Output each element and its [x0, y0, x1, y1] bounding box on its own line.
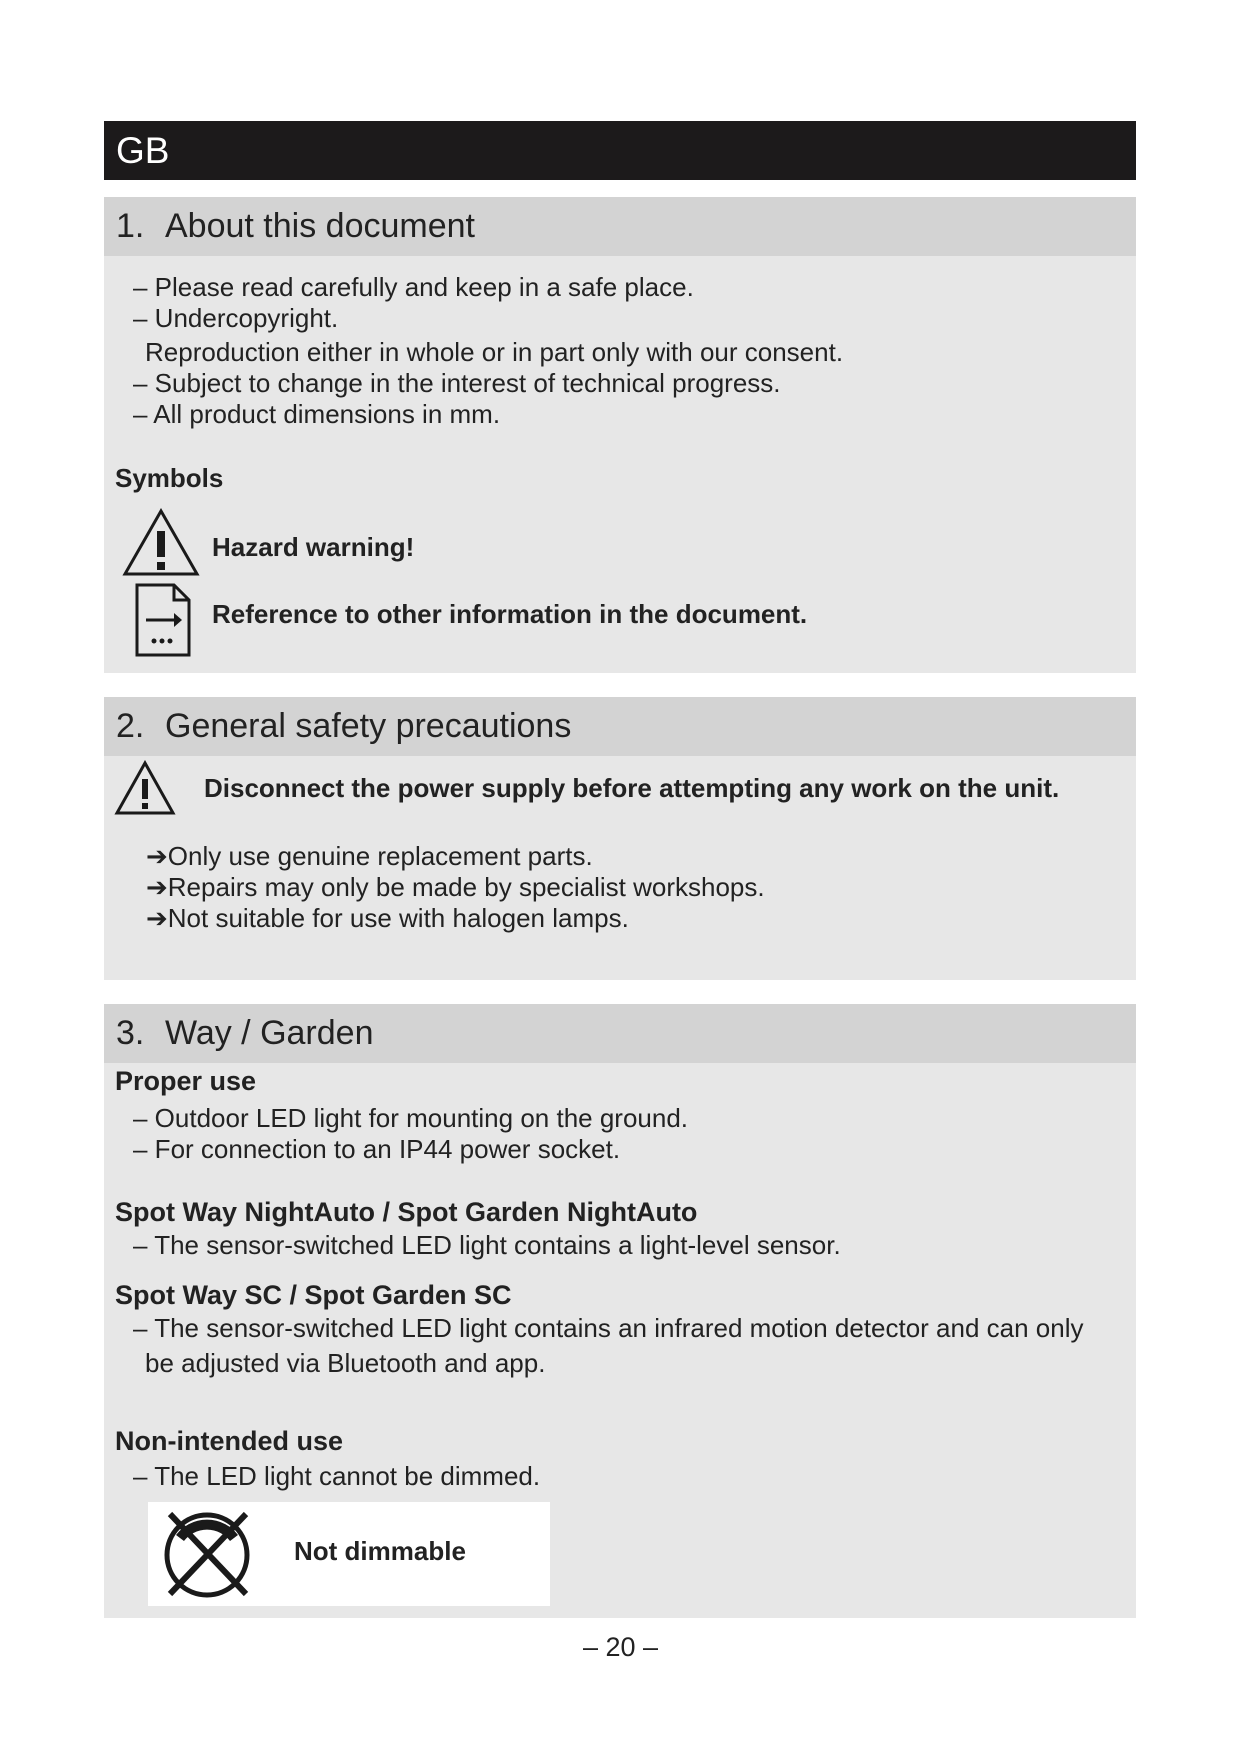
- proper-use-heading: Proper use: [115, 1066, 257, 1096]
- list-item: – The sensor-switched LED light contains a light-level sensor.: [133, 1230, 841, 1260]
- section-title: General safety precautions: [165, 707, 572, 745]
- section-title: Way / Garden: [165, 1014, 374, 1052]
- list-item: Reproduction either in whole or in part only with our consent.: [145, 337, 844, 367]
- list-item: – Please read carefully and keep in a safe place.: [133, 272, 694, 302]
- sc-heading: Spot Way SC / Spot Garden SC: [115, 1280, 512, 1310]
- non-intended-heading: Non-intended use: [115, 1426, 343, 1456]
- section-number: 3.: [116, 1014, 145, 1052]
- list-item: – Undercopyright.: [133, 303, 339, 333]
- section-number: 1.: [116, 207, 145, 245]
- power-warning-text: Disconnect the power supply before attempting any work on the unit.: [204, 773, 1060, 803]
- language-bar: [104, 121, 1136, 180]
- list-item: be adjusted via Bluetooth and app.: [145, 1348, 546, 1378]
- language-code: GB: [116, 130, 170, 171]
- list-item: ➔Not suitable for use with halogen lamps.: [146, 903, 629, 933]
- list-item: – For connection to an IP44 power socket.: [133, 1134, 621, 1164]
- warning-triangle-icon: [122, 507, 200, 577]
- list-item: ➔Repairs may only be made by specialist workshops.: [146, 872, 765, 902]
- symbols-heading: Symbols: [115, 463, 224, 493]
- list-item: ➔Only use genuine replacement parts.: [146, 841, 593, 871]
- section-heading: [104, 1004, 1136, 1063]
- section-about-document: [104, 197, 1136, 673]
- section-heading: [104, 697, 1136, 756]
- list-item: – The sensor-switched LED light contains an infrared motion detector and can only: [133, 1313, 1084, 1343]
- section-title: About this document: [165, 207, 475, 245]
- warning-triangle-icon: [114, 760, 176, 816]
- section-heading: [104, 197, 1136, 256]
- list-item: – Outdoor LED light for mounting on the ground.: [133, 1103, 689, 1133]
- symbol-label-hazard: Hazard warning!: [212, 532, 415, 562]
- list-item: – Subject to change in the interest of technical progress.: [133, 368, 781, 398]
- list-item: – The LED light cannot be dimmed.: [133, 1461, 541, 1491]
- list-item: – All product dimensions in mm.: [133, 399, 501, 429]
- document-reference-icon: [134, 582, 192, 658]
- section-number: 2.: [116, 707, 145, 745]
- section-way-garden: [104, 1004, 1136, 1618]
- not-dimmable-badge: [148, 1502, 550, 1606]
- symbol-label-reference: Reference to other information in the document.: [212, 599, 808, 629]
- not-dimmable-label: Not dimmable: [294, 1536, 466, 1566]
- section-safety-precautions: [104, 697, 1136, 980]
- page-number: – 20 –: [582, 1632, 659, 1662]
- not-dimmable-icon: [160, 1508, 254, 1600]
- nightauto-heading: Spot Way NightAuto / Spot Garden NightAuto: [115, 1197, 698, 1227]
